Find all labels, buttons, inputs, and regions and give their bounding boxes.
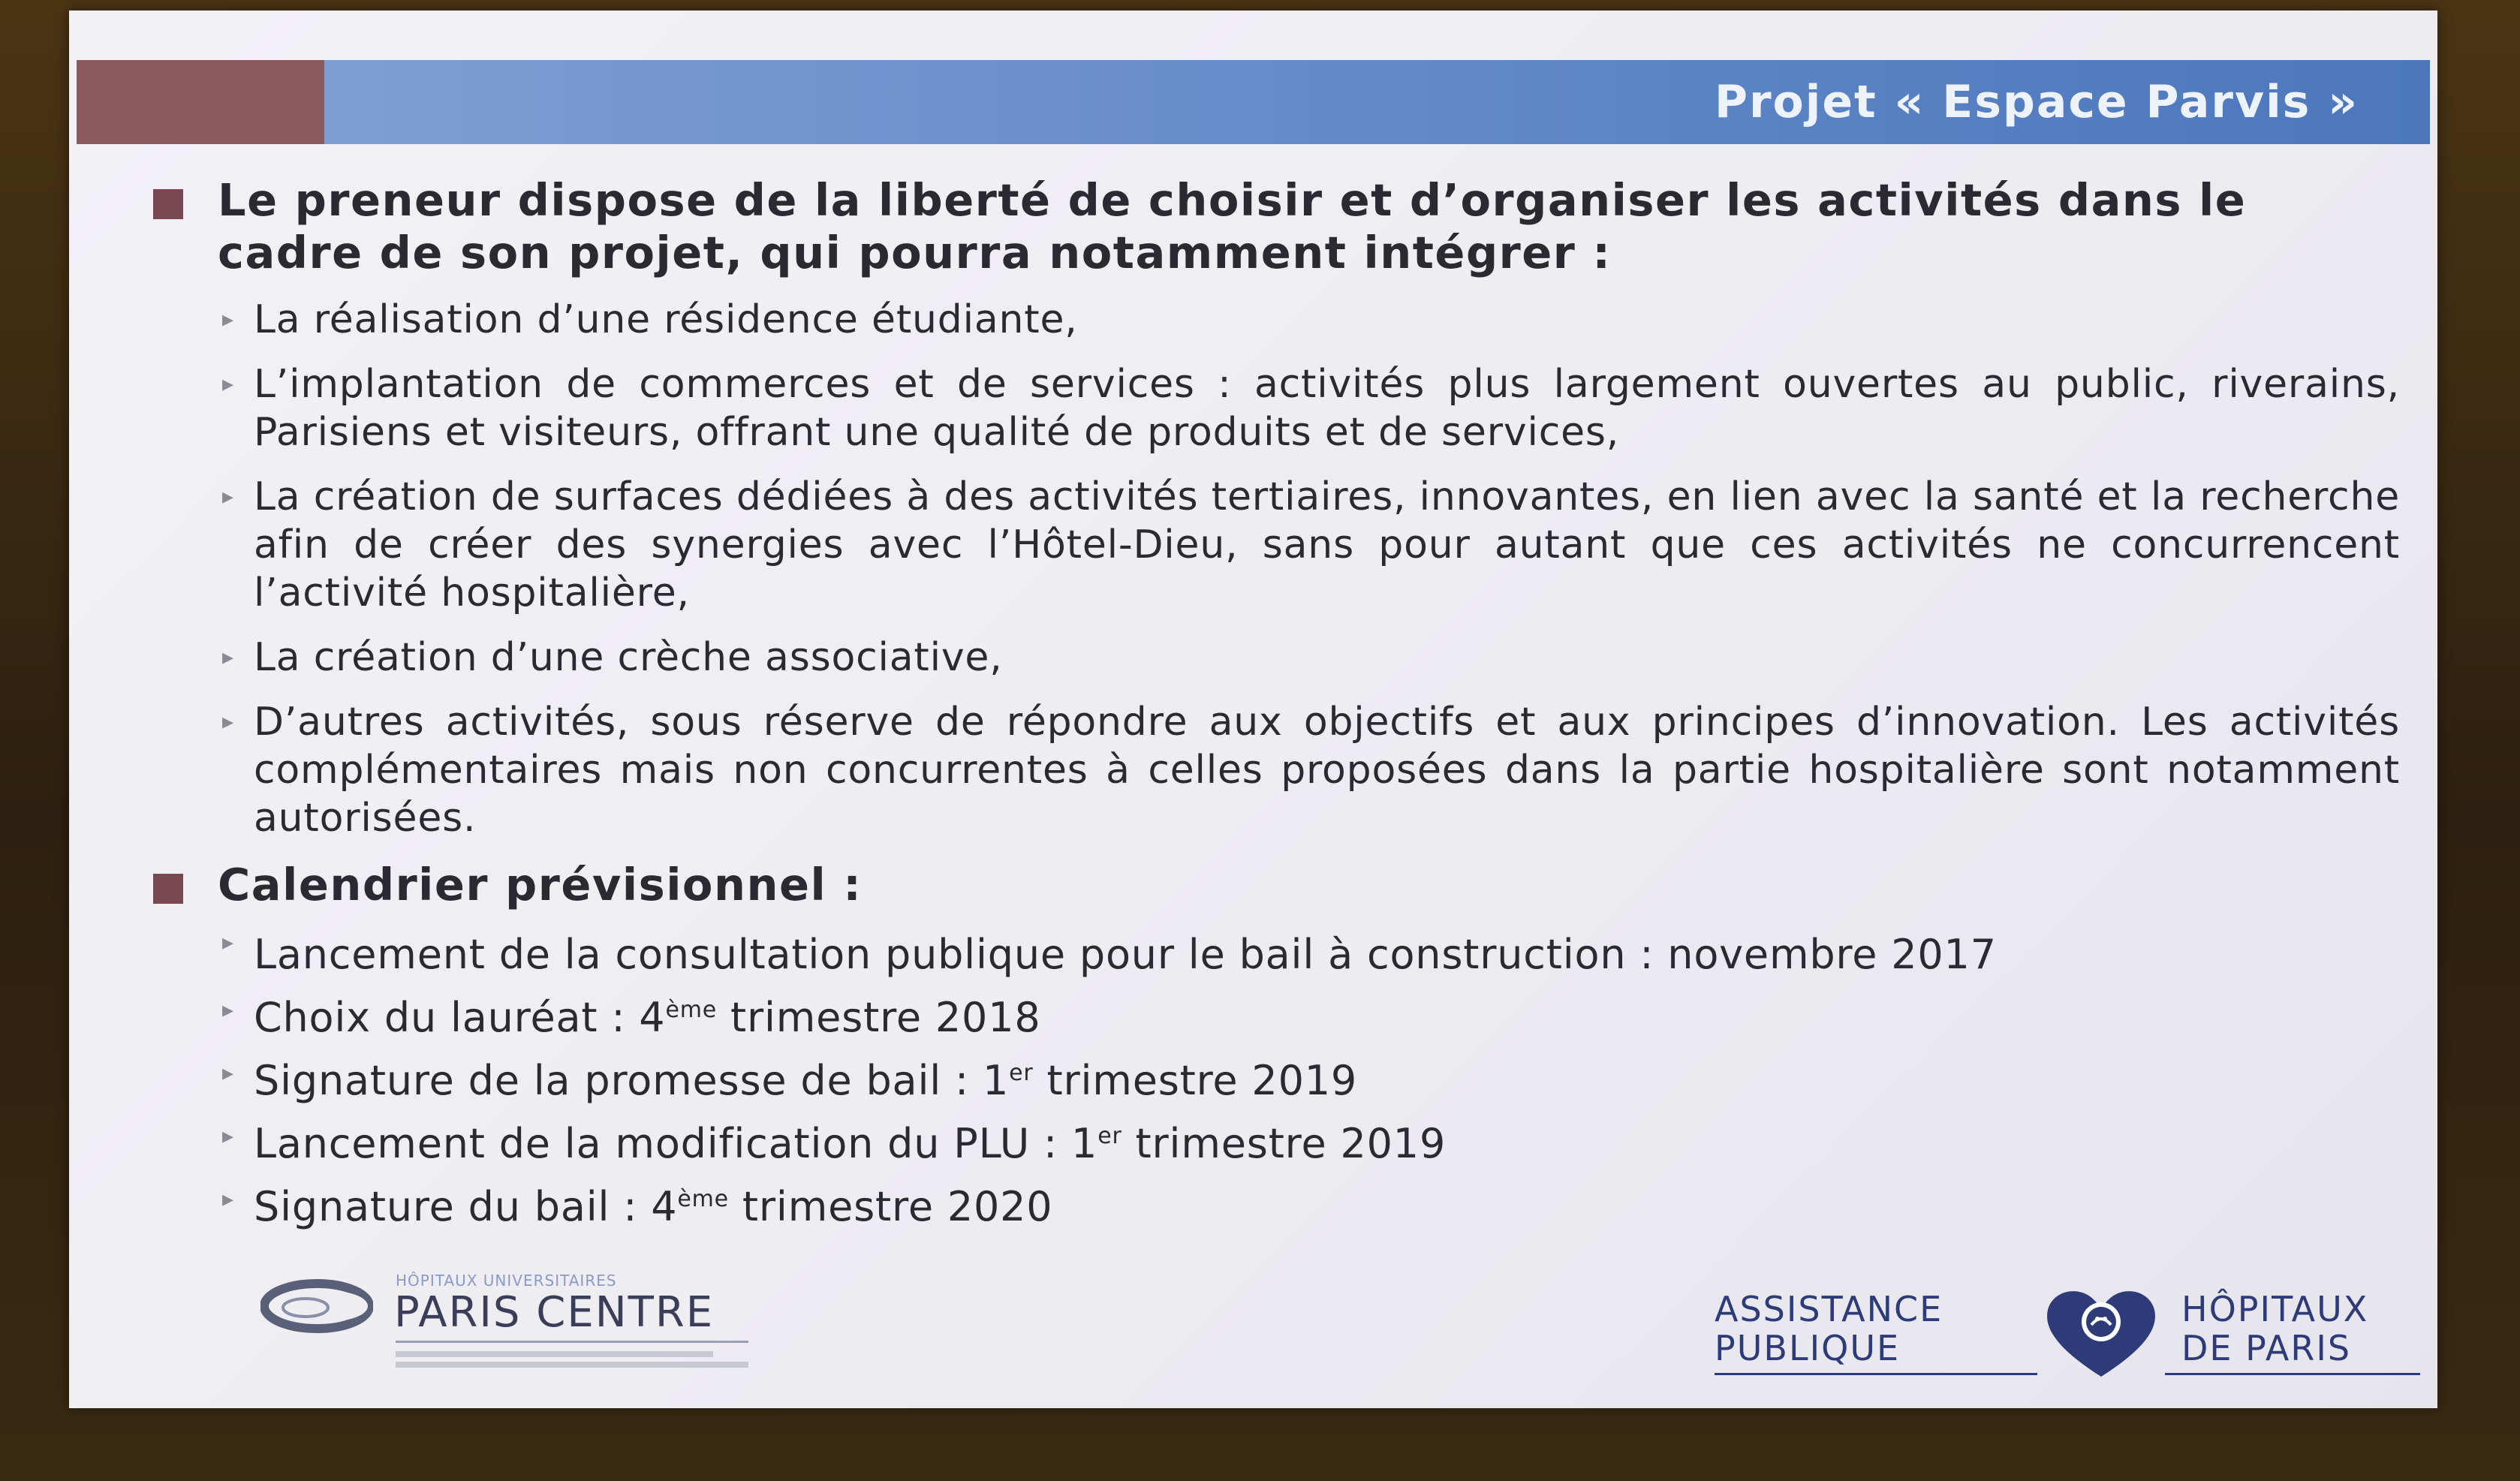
logo-right-rule-left <box>1715 1373 2037 1375</box>
arrow-bullet-icon: ▸ <box>222 371 234 397</box>
header-accent-block <box>77 60 324 144</box>
square-bullet-icon <box>153 874 183 904</box>
slide-content <box>152 174 2400 1239</box>
logo-right-line1-right: HÔPITAUX <box>2181 1289 2369 1329</box>
list-item: ▸ Lancement de la modification du PLU : 1er trimestre 2019 <box>218 1112 2400 1168</box>
list-item: ▸ L’implantation de commerces et de services : activités plus largement ouvertes au public, riverains, Parisiens et visiteurs, offrant une qualité de produits et de services, <box>222 362 2400 455</box>
slide-title: Projet « Espace Parvis » <box>1714 76 2359 128</box>
header-band <box>324 60 2430 144</box>
square-bullet-icon <box>153 189 183 219</box>
logo-paris-centre <box>260 1272 786 1384</box>
list-item: ▸ Choix du lauréat : 4ème trimestre 2018 <box>218 986 2400 1042</box>
calendar-list <box>218 919 2400 1231</box>
section-heading: Calendrier prévisionnel : <box>218 859 863 911</box>
list-item: ▸ La création de surfaces dédiées à des activités tertiaires, innovantes, en lien avec la santé et la recherche afin de créer des synergies avec l’Hôtel-Dieu, sans pour autant que ces activités ne concurrencent l’activité hospitalière, <box>222 474 2400 616</box>
logo-aphp <box>1715 1283 2420 1403</box>
arrow-bullet-icon: ▸ <box>222 644 234 670</box>
section-activities <box>152 174 2400 842</box>
arrow-bullet-icon: ▸ <box>222 929 234 956</box>
section-heading: Le preneur dispose de la liberté de choisir et d’organiser les activités dans le cadre de son projet, qui pourra notamment intégrer : <box>218 174 2247 278</box>
list-item: ▸ Signature du bail : 4ème trimestre 2020 <box>218 1175 2400 1231</box>
list-item: ▸ D’autres activités, sous réserve de répondre aux objectifs et aux principes d’innovation. Les activités complémentaires mais non concurrentes à celles proposées dans la partie hospitalière sont notamment autorisées. <box>222 700 2400 841</box>
arrow-bullet-icon: ▸ <box>222 1060 234 1086</box>
list-item: ▸ Signature de la promesse de bail : 1er trimestre 2019 <box>218 1049 2400 1105</box>
logo-left-fine-print <box>396 1347 748 1377</box>
logo-right-line2-left: PUBLIQUE <box>1715 1328 1901 1368</box>
arrow-bullet-icon: ▸ <box>222 709 234 735</box>
crescent-logo-icon <box>260 1279 373 1333</box>
arrow-bullet-icon: ▸ <box>222 1123 234 1149</box>
arrow-bullet-icon: ▸ <box>222 306 234 333</box>
arrow-bullet-icon: ▸ <box>222 997 234 1023</box>
logo-left-subtitle: HÔPITAUX UNIVERSITAIRES <box>396 1272 617 1290</box>
logo-left-name: PARIS CENTRE <box>394 1288 715 1337</box>
arrow-bullet-icon: ▸ <box>222 1186 234 1212</box>
list-item: ▸ Lancement de la consultation publique pour le bail à construction : novembre 2017 <box>218 919 2400 979</box>
logo-left-rule <box>396 1341 748 1343</box>
logo-right-line1-left: ASSISTANCE <box>1715 1289 1943 1329</box>
heart-logo-icon <box>2037 1283 2165 1380</box>
section-calendar <box>152 859 2400 1231</box>
arrow-bullet-icon: ▸ <box>222 483 234 510</box>
slide <box>69 11 2437 1408</box>
header-bar <box>77 60 2430 144</box>
list-item: ▸ La création d’une crèche associative, <box>222 635 1003 680</box>
logo-right-rule-right <box>2165 1373 2420 1375</box>
activities-list <box>218 296 2400 842</box>
logo-right-line2-right: DE PARIS <box>2181 1328 2352 1368</box>
list-item: ▸ La réalisation d’une résidence étudiante, <box>222 297 1078 342</box>
